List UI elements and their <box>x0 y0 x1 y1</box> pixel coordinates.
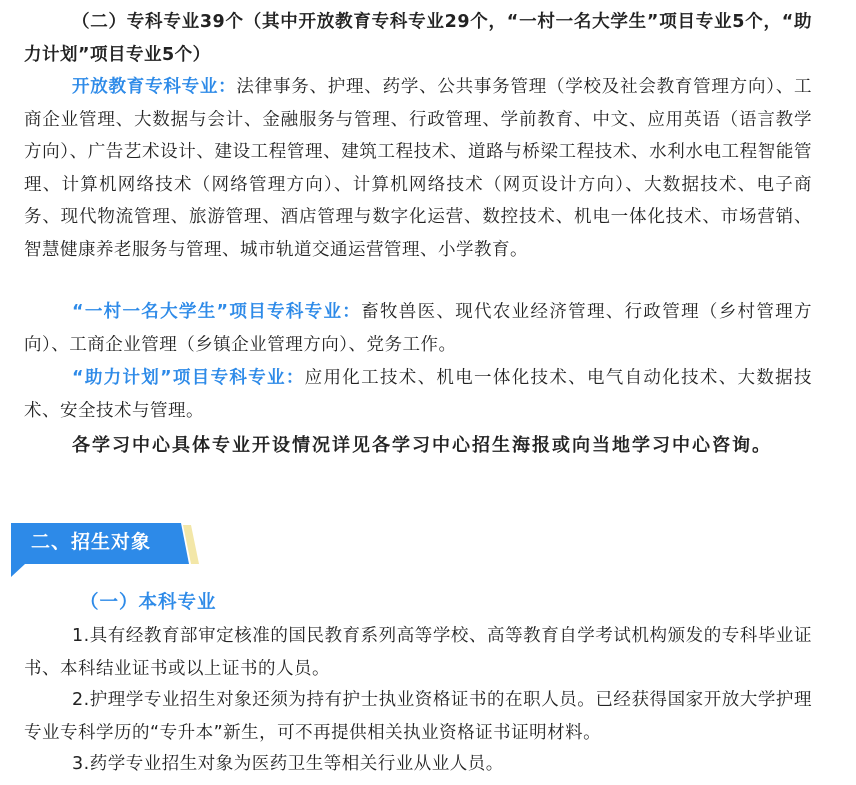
paragraph-open-education <box>24 71 812 266</box>
open-education-label: 开放教育专科专业： <box>72 77 237 97</box>
subheading-undergraduate <box>80 587 380 620</box>
paragraph-assistance-program <box>24 362 812 427</box>
consult-notice-text: 各学习中心具体专业开设情况详见各学习中心招生海报或向当地学习中心咨询。 <box>72 435 772 456</box>
list-item-text: 1.具有经教育部审定核准的国民教育系列高等学校、高等教育自学考试机构颁发的专科毕业证书、本科结业证书或以上证书的人员。 <box>24 626 812 679</box>
village-program-list: 畜牧兽医、现代农业经济管理、行政管理（乡村管理方向）、工商企业管理（乡镇企业管理方向）、党务工作。 <box>24 302 812 355</box>
list-item <box>24 748 812 781</box>
assistance-program-label: “助力计划”项目专科专业： <box>72 368 305 388</box>
paragraph-village-program <box>24 296 812 361</box>
section-header-enrollment-targets <box>11 520 201 578</box>
list-item-text: 2.护理学专业招生对象还须为持有护士执业资格证书的在职人员。已经获得国家开放大学护理专业专科学历的“专升本”新生，可不再提供相关执业资格证书证明材料。 <box>24 690 812 743</box>
paragraph-text: （二）专科专业39个（其中开放教育专科专业29个，“一村一名大学生”项目专业5个，“助力计划”项目专业5个） <box>24 12 812 65</box>
open-education-list: 法律事务、护理、药学、公共事务管理（学校及社会教育管理方向）、工商企业管理、大数据与会计、金融服务与管理、行政管理、学前教育、中文、应用英语（语言教学方向）、广告艺术设计、建设工程管理、建筑工程技术、道路与桥梁工程技术、水利水电工程智能管理、计算机网络技术（网络管理方向）、计算机网络技术（网页设计方向）、大数据技术、电子商务、现代物流管理、旅游管理、酒店管理与数字化运营、数控技术、机电一体化技术、市场营销、智慧健康养老服务与管理、城市轨道交通运营管理、小学教育。 <box>24 77 813 260</box>
assistance-program-list: 应用化工技术、机电一体化技术、电气自动化技术、大数据技术、安全技术与管理。 <box>24 368 812 421</box>
paragraph-specialty-count <box>24 6 812 71</box>
paragraph-consult-notice <box>24 428 812 463</box>
village-program-label: “一村一名大学生”项目专科专业： <box>72 302 362 322</box>
list-item-text: 3.药学专业招生对象为医药卫生等相关行业从业人员。 <box>72 754 504 774</box>
subheading-text: （一）本科专业 <box>80 592 217 613</box>
list-item <box>24 620 812 685</box>
list-item <box>24 684 812 749</box>
section-title: 二、招生对象 <box>31 531 152 553</box>
